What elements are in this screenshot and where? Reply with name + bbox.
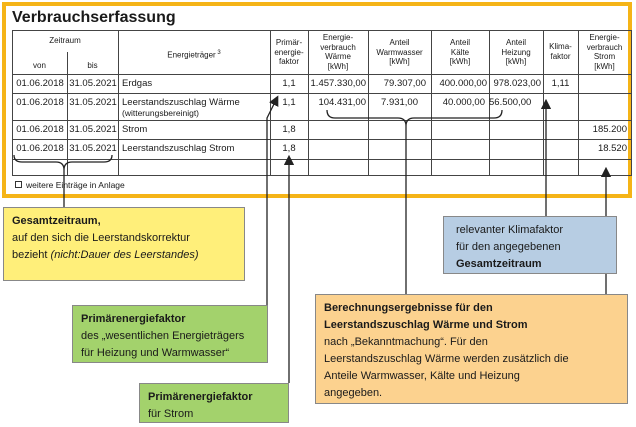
header-anteil-heizung: Anteil Heizung [kWh] xyxy=(501,38,531,66)
bracket-ergebnisse xyxy=(327,110,502,126)
header-energietraeger: Energieträger $^3$ xyxy=(167,50,221,60)
cell-von: 01.06.2018 xyxy=(16,143,64,154)
header-bis: bis xyxy=(87,61,98,70)
line-primaer-wesentlich xyxy=(267,100,276,305)
cell-primaerenergiefaktor: 1,1 xyxy=(282,97,296,108)
header-primaerenergiefaktor: Primär- energie- faktor xyxy=(274,38,304,66)
header-energieverbrauch-waerme: Energie- verbrauch Wärme [kWh] xyxy=(320,33,356,71)
cell-energieverbrauch-strom: 18.520 xyxy=(597,143,627,154)
cell-bis: 31.05.2021 xyxy=(69,124,117,135)
cell-anteil-warmwasser: 79.307,00 xyxy=(383,78,426,89)
cell-energieverbrauch-waerme: 104.431,00 xyxy=(318,97,366,108)
cell-primaerenergiefaktor: 1,8 xyxy=(282,124,296,135)
header-zeitraum: Zeitraum xyxy=(49,36,81,45)
cell-primaerenergiefaktor: 1,8 xyxy=(282,143,296,154)
header-von: von xyxy=(33,61,46,70)
cell-von: 01.06.2018 xyxy=(16,97,64,108)
cell-anteil-kaelte: 400.000,00 xyxy=(439,78,487,89)
cell-energieverbrauch-waerme: 1.457.330,00 xyxy=(310,78,366,89)
cell-anteil-heizung: 978.023,00 xyxy=(493,78,541,89)
cell-primaerenergiefaktor: 1,1 xyxy=(282,78,296,89)
header-anteil-warmwasser: Anteil Warmwasser [kWh] xyxy=(376,38,423,66)
callout-gesamtzeitraum: Gesamtzeitraum, auf den sich die Leerstandskorrektur bezieht (nicht:Dauer des Leerstandes) xyxy=(3,207,245,281)
weitere-eintraege-label: weitere Einträge in Anlage xyxy=(26,180,125,190)
callout-primaerenergiefaktor-wesentlich: Primärenergiefaktor des „wesentlichen Energieträgers für Heizung und Warmwasser“ xyxy=(72,305,268,363)
header-energieverbrauch-strom: Energie- verbrauch Strom [kWh] xyxy=(586,33,623,71)
cell-energietraeger: Erdgas xyxy=(122,78,153,89)
cell-energietraeger: Strom xyxy=(122,124,148,135)
cell-bis: 31.05.2021 xyxy=(69,143,117,154)
cell-anteil-warmwasser: 7.931,00 xyxy=(381,97,418,108)
cell-energietraeger: Leerstandszuschlag Strom xyxy=(122,143,235,154)
header-klimafaktor: Klima- faktor xyxy=(549,42,572,61)
cell-bis: 31.05.2021 xyxy=(69,97,117,108)
cell-energieverbrauch-strom: 185.200 xyxy=(592,124,627,135)
cell-anteil-kaelte: 40.000,00 xyxy=(442,97,485,108)
callout-primaerenergiefaktor-strom: Primärenergiefaktor für Strom xyxy=(139,383,289,423)
cell-klimafaktor: 1,11 xyxy=(551,78,570,89)
callout-berechnungsergebnisse: Berechnungsergebnisse für den Leerstandszuschlag Wärme und Strom nach „Bekanntmachung“. Für den Leerstandszuschlag Wärme werden zusätzlich die Anteile Warmwasser, Kälte und Heizung angegeben. xyxy=(315,294,628,404)
cell-anteil-heizung: 56.500,00 xyxy=(489,97,532,108)
bracket-zeitraum xyxy=(14,155,112,170)
cell-bis: 31.05.2021 xyxy=(69,78,117,89)
cell-von: 01.06.2018 xyxy=(16,124,64,135)
callout-klimafaktor: relevanter Klimafaktor für den angegebenen Gesamtzeitraum xyxy=(443,216,617,274)
cell-energietraeger: Leerstandszuschlag Wärme (witterungsbereinigt) xyxy=(122,97,240,118)
header-anteil-kaelte: Anteil Kälte [kWh] xyxy=(449,38,471,66)
cell-von: 01.06.2018 xyxy=(16,78,64,89)
form-title: Verbrauchserfassung xyxy=(12,9,176,26)
